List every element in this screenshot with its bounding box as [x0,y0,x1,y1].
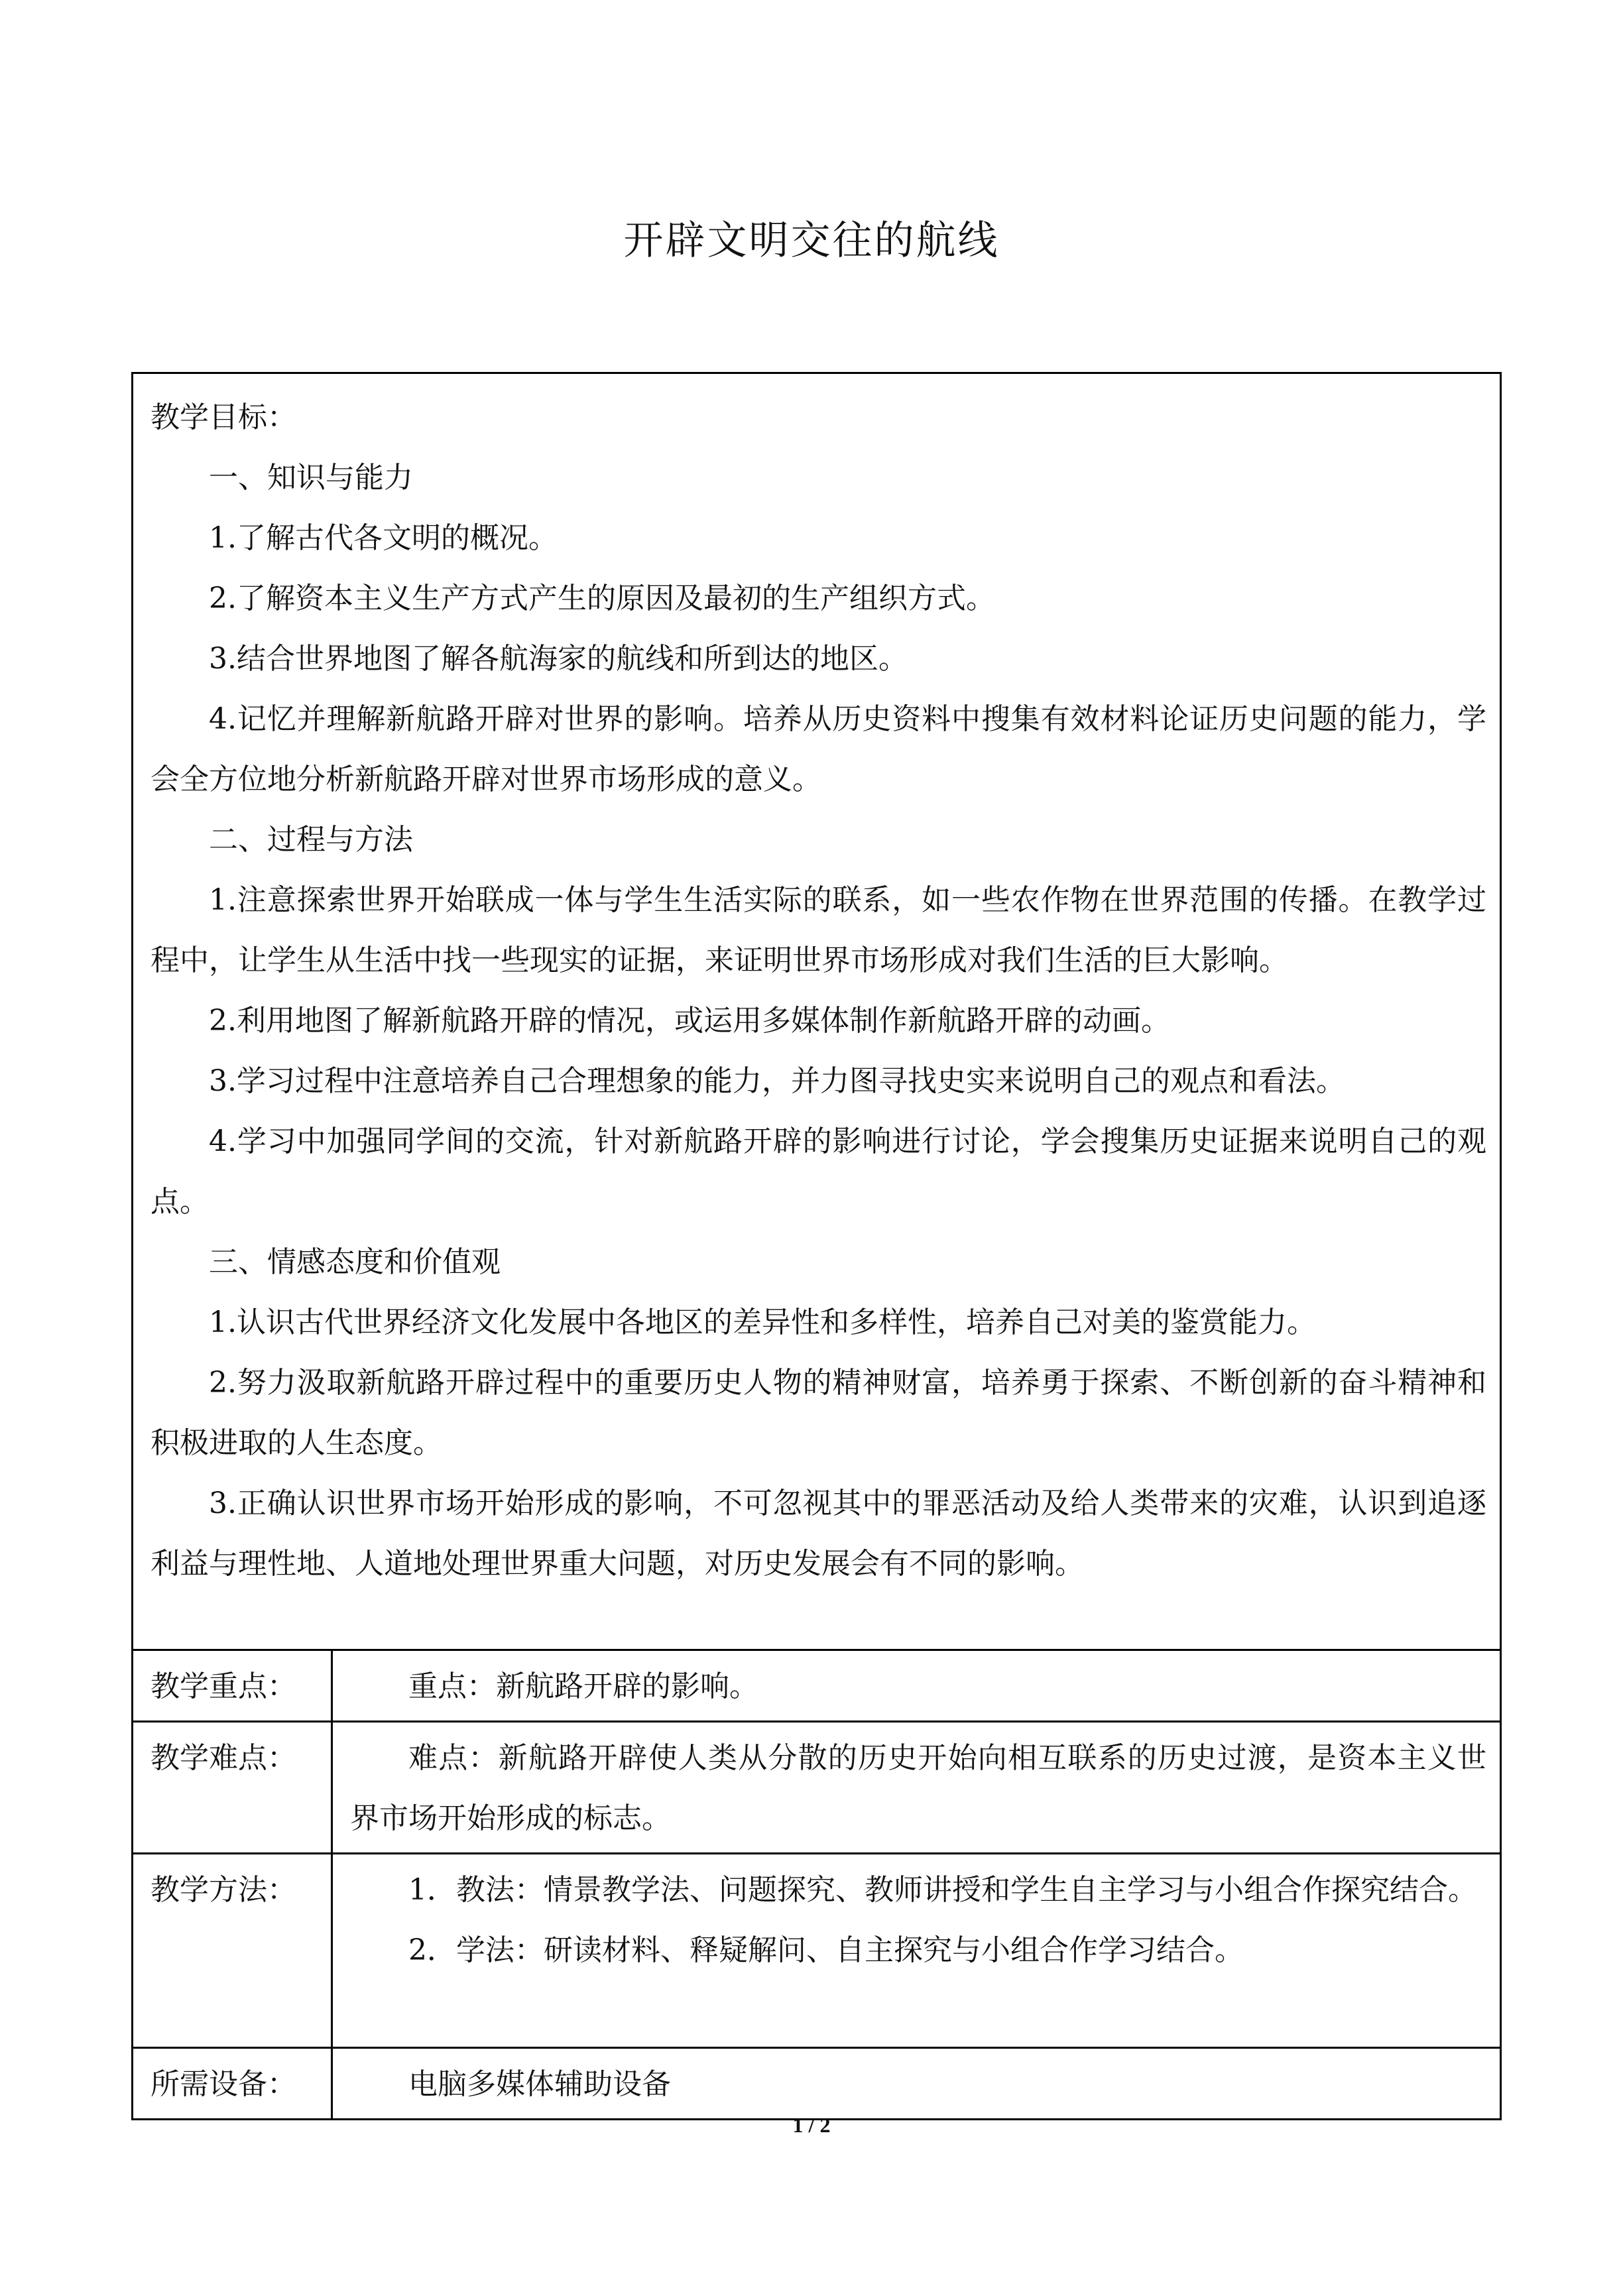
objective-item: 2.利用地图了解新航路开辟的情况，或运用多媒体制作新航路开辟的动画。 [209,1004,1170,1038]
equipment-text: 电脑多媒体辅助设备 [408,2067,671,2101]
objective-item: 3.结合世界地图了解各航海家的航线和所到达的地区。 [209,642,908,676]
teaching-method-item: 1．教法：情景教学法、问题探究、教师讲授和学生自主学习与小组合作探究结合。 [408,1873,1477,1907]
teaching-objectives-heading: 教学目标： [150,400,296,434]
section-heading-values: 三、情感态度和价值观 [209,1245,501,1279]
equipment-row [133,2048,1501,2120]
objective-item: 3.正确认识世界市场开始形成的影响，不可忽视其中的罪恶活动及给人类带来的灾难，认识到追逐利益与理性地、人道地处理世界重大问题，对历史发展会有不同的影响。 [150,1486,1487,1581]
page-number: 1 / 2 [792,2113,831,2137]
section-heading-process: 二、过程与方法 [209,823,413,857]
teaching-methods-row [133,1854,1501,2048]
section-heading-knowledge: 一、知识与能力 [209,461,413,495]
objective-item: 1.认识古代世界经济文化发展中各地区的差异性和多样性，培养自己对美的鉴赏能力。 [209,1305,1316,1339]
teaching-focus-label: 教学重点： [133,1650,332,1722]
teaching-methods-cell [332,1854,1501,2048]
teaching-difficulty-cell [332,1722,1501,1854]
equipment-label: 所需设备： [133,2048,332,2120]
teaching-focus-row [133,1650,1501,1722]
teaching-difficulty-row [133,1722,1501,1854]
teaching-objectives-row [133,373,1501,1650]
objective-item: 4.学习中加强同学间的交流，针对新航路开辟的影响进行讨论，学会搜集历史证据来说明自己的观点。 [150,1124,1487,1219]
teaching-objectives-cell [133,373,1501,1650]
page-title: 开辟文明交往的航线 [623,217,1000,264]
teaching-focus-cell [332,1650,1501,1722]
objective-item: 2.了解资本主义生产方式产生的原因及最初的生产组织方式。 [209,581,995,615]
objective-item: 1.了解古代各文明的概况。 [209,521,558,555]
lesson-plan-table [131,372,1502,2120]
objective-item: 2.努力汲取新航路开辟过程中的重要历史人物的精神财富，培养勇于探索、不断创新的奋斗精神和积极进取的人生态度。 [150,1366,1487,1460]
teaching-methods-label: 教学方法： [133,1854,332,2048]
objective-item: 3.学习过程中注意培养自己合理想象的能力，并力图寻找史实来说明自己的观点和看法。 [209,1064,1345,1098]
teaching-difficulty-label: 教学难点： [133,1722,332,1854]
teaching-difficulty-text: 难点：新航路开辟使人类从分散的历史开始向相互联系的历史过渡，是资本主义世界市场开始形成的标志。 [350,1741,1487,1835]
equipment-cell [332,2048,1501,2120]
teaching-focus-text: 重点：新航路开辟的影响。 [408,1669,758,1703]
learning-method-item: 2．学法：研读材料、释疑解问、自主探究与小组合作学习结合。 [408,1933,1244,1967]
objective-item: 4.记忆并理解新航路开辟对世界的影响。培养从历史资料中搜集有效材料论证历史问题的能力，学会全方位地分析新航路开辟对世界市场形成的意义。 [150,702,1487,796]
objective-item: 1.注意探索世界开始联成一体与学生生活实际的联系，如一些农作物在世界范围的传播。在教学过程中，让学生从生活中找一些现实的证据，来证明世界市场形成对我们生活的巨大影响。 [150,883,1487,977]
